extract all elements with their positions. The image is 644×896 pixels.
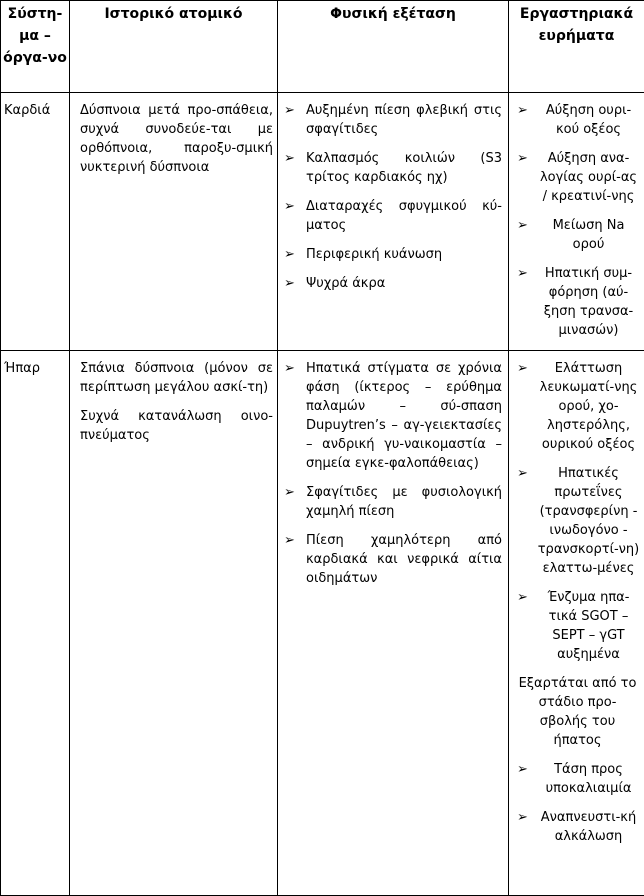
- lab-paragraph: Εξαρτάται από το στάδιο προ-σβολής του ήπατος: [515, 674, 640, 750]
- header-exam: Φυσική εξέταση: [278, 1, 509, 93]
- list-item-text: Αναπνευστι-κή αλκάλωση: [541, 810, 636, 844]
- table-row: [1, 351, 644, 896]
- list-item: [282, 197, 502, 235]
- arrow-bullet-icon: ➢: [284, 245, 295, 264]
- list-item: [515, 264, 640, 340]
- list-item: [515, 149, 640, 206]
- header-row: [1, 1, 644, 93]
- arrow-bullet-icon: ➢: [517, 149, 528, 168]
- system-cell: Καρδιά: [1, 93, 70, 351]
- list-item-text: Αυξημένη πίεση φλεβική στις σφαγίτιδες: [306, 103, 502, 137]
- list-item: [282, 274, 502, 293]
- header-lab: Εργαστηριακά ευρήματα: [509, 1, 644, 93]
- history-paragraph: Συχνά κατανάλωση οινο-πνεύματος: [80, 407, 273, 445]
- arrow-bullet-icon: ➢: [517, 359, 528, 378]
- system-cell: Ήπαρ: [1, 351, 70, 896]
- arrow-bullet-icon: ➢: [284, 531, 295, 550]
- list-item-text: Περιφερική κυάνωση: [306, 247, 442, 262]
- arrow-bullet-icon: ➢: [284, 483, 295, 502]
- list-item: [515, 808, 640, 846]
- list-item: [282, 483, 502, 521]
- list-item: [515, 760, 640, 798]
- list-item-text: Ηπατική συμ-φόρηση (αύ-ξηση τρανσα-μινασών): [544, 266, 634, 338]
- exam-cell: [278, 351, 509, 896]
- list-item-text: Πίεση χαμηλότερη από καρδιακά και νεφρικά αίτια οιδημάτων: [306, 533, 502, 586]
- exam-list: [282, 101, 502, 293]
- lab-list: [515, 760, 640, 846]
- history-cell: [70, 351, 278, 896]
- arrow-bullet-icon: ➢: [517, 588, 528, 607]
- arrow-bullet-icon: ➢: [284, 149, 295, 168]
- exam-cell: [278, 93, 509, 351]
- list-item-text: Αύξηση ανα-λογίας ουρί-ας / κρεατινί-νης: [540, 151, 637, 204]
- history-cell: [70, 93, 278, 351]
- list-item: [515, 464, 640, 578]
- arrow-bullet-icon: ➢: [517, 264, 528, 283]
- arrow-bullet-icon: ➢: [284, 359, 295, 378]
- list-item: [515, 588, 640, 664]
- list-item-text: Ελάττωση λευκωματί-νης ορού, χο-ληστερόλης, ουρικού οξέος: [540, 361, 638, 452]
- list-item-text: Μείωση Na ορού: [553, 218, 625, 252]
- header-history: Ιστορικό ατομικό: [70, 1, 278, 93]
- list-item-text: Ηπατικά στίγματα σε χρόνια φάση (ίκτερος – ερύθημα παλαμών – σύ-σπαση Dupuytren’s – αγ-γειεκτασίες – ανδρική γυ-ναικομαστία – σημεία εγκε-φαλοπάθειας): [306, 361, 502, 471]
- arrow-bullet-icon: ➢: [517, 760, 528, 779]
- list-item-text: Ψυχρά άκρα: [306, 276, 385, 291]
- arrow-bullet-icon: ➢: [517, 464, 528, 483]
- list-item: [282, 101, 502, 139]
- list-item-text: Αύξηση ουρι-κού οξέος: [546, 103, 631, 137]
- list-item: [282, 149, 502, 187]
- list-item-text: Τάση προς υποκαλιαιμία: [546, 762, 632, 796]
- list-item-text: Ένζυμα ηπα-τικά SGOT – SEPT – γGT αυξημένα: [548, 590, 630, 662]
- header-system: Σύστη-μα – όργα-νο: [1, 1, 70, 93]
- exam-list: [282, 359, 502, 588]
- list-item-text: Ηπατικές πρωτεΐνες (τρανσφερίνη - ινωδογόνο - τρανσκορτί-νη) ελαττω-μένες: [538, 466, 640, 576]
- arrow-bullet-icon: ➢: [284, 197, 295, 216]
- list-item: [515, 216, 640, 254]
- arrow-bullet-icon: ➢: [517, 808, 528, 827]
- lab-cell: [509, 351, 644, 896]
- list-item: [282, 531, 502, 588]
- table-row: [1, 93, 644, 351]
- arrow-bullet-icon: ➢: [284, 101, 295, 120]
- list-item: [515, 101, 640, 139]
- lab-list: [515, 101, 640, 340]
- history-paragraph: Σπάνια δύσπνοια (μόνον σε περίπτωση μεγάλου ασκί-τη): [80, 359, 273, 397]
- lab-cell: [509, 93, 644, 351]
- list-item: [282, 359, 502, 473]
- list-item-text: Καλπασμός κοιλιών (S3 τρίτος καρδιακός ηχ): [306, 151, 502, 185]
- arrow-bullet-icon: ➢: [517, 101, 528, 120]
- list-item: [282, 245, 502, 264]
- list-item-text: Σφαγίτιδες με φυσιολογική χαμηλή πίεση: [306, 485, 502, 519]
- arrow-bullet-icon: ➢: [517, 216, 528, 235]
- list-item-text: Διαταραχές σφυγμικού κύ-ματος: [306, 199, 502, 233]
- history-paragraph: Δύσπνοια μετά προ-σπάθεια, συχνά συνοδεύε-ται με ορθόπνοια, παροξυ-σμική νυκτερινή δύσπνοια: [80, 101, 273, 177]
- lab-list: [515, 359, 640, 664]
- arrow-bullet-icon: ➢: [284, 274, 295, 293]
- list-item: [515, 359, 640, 454]
